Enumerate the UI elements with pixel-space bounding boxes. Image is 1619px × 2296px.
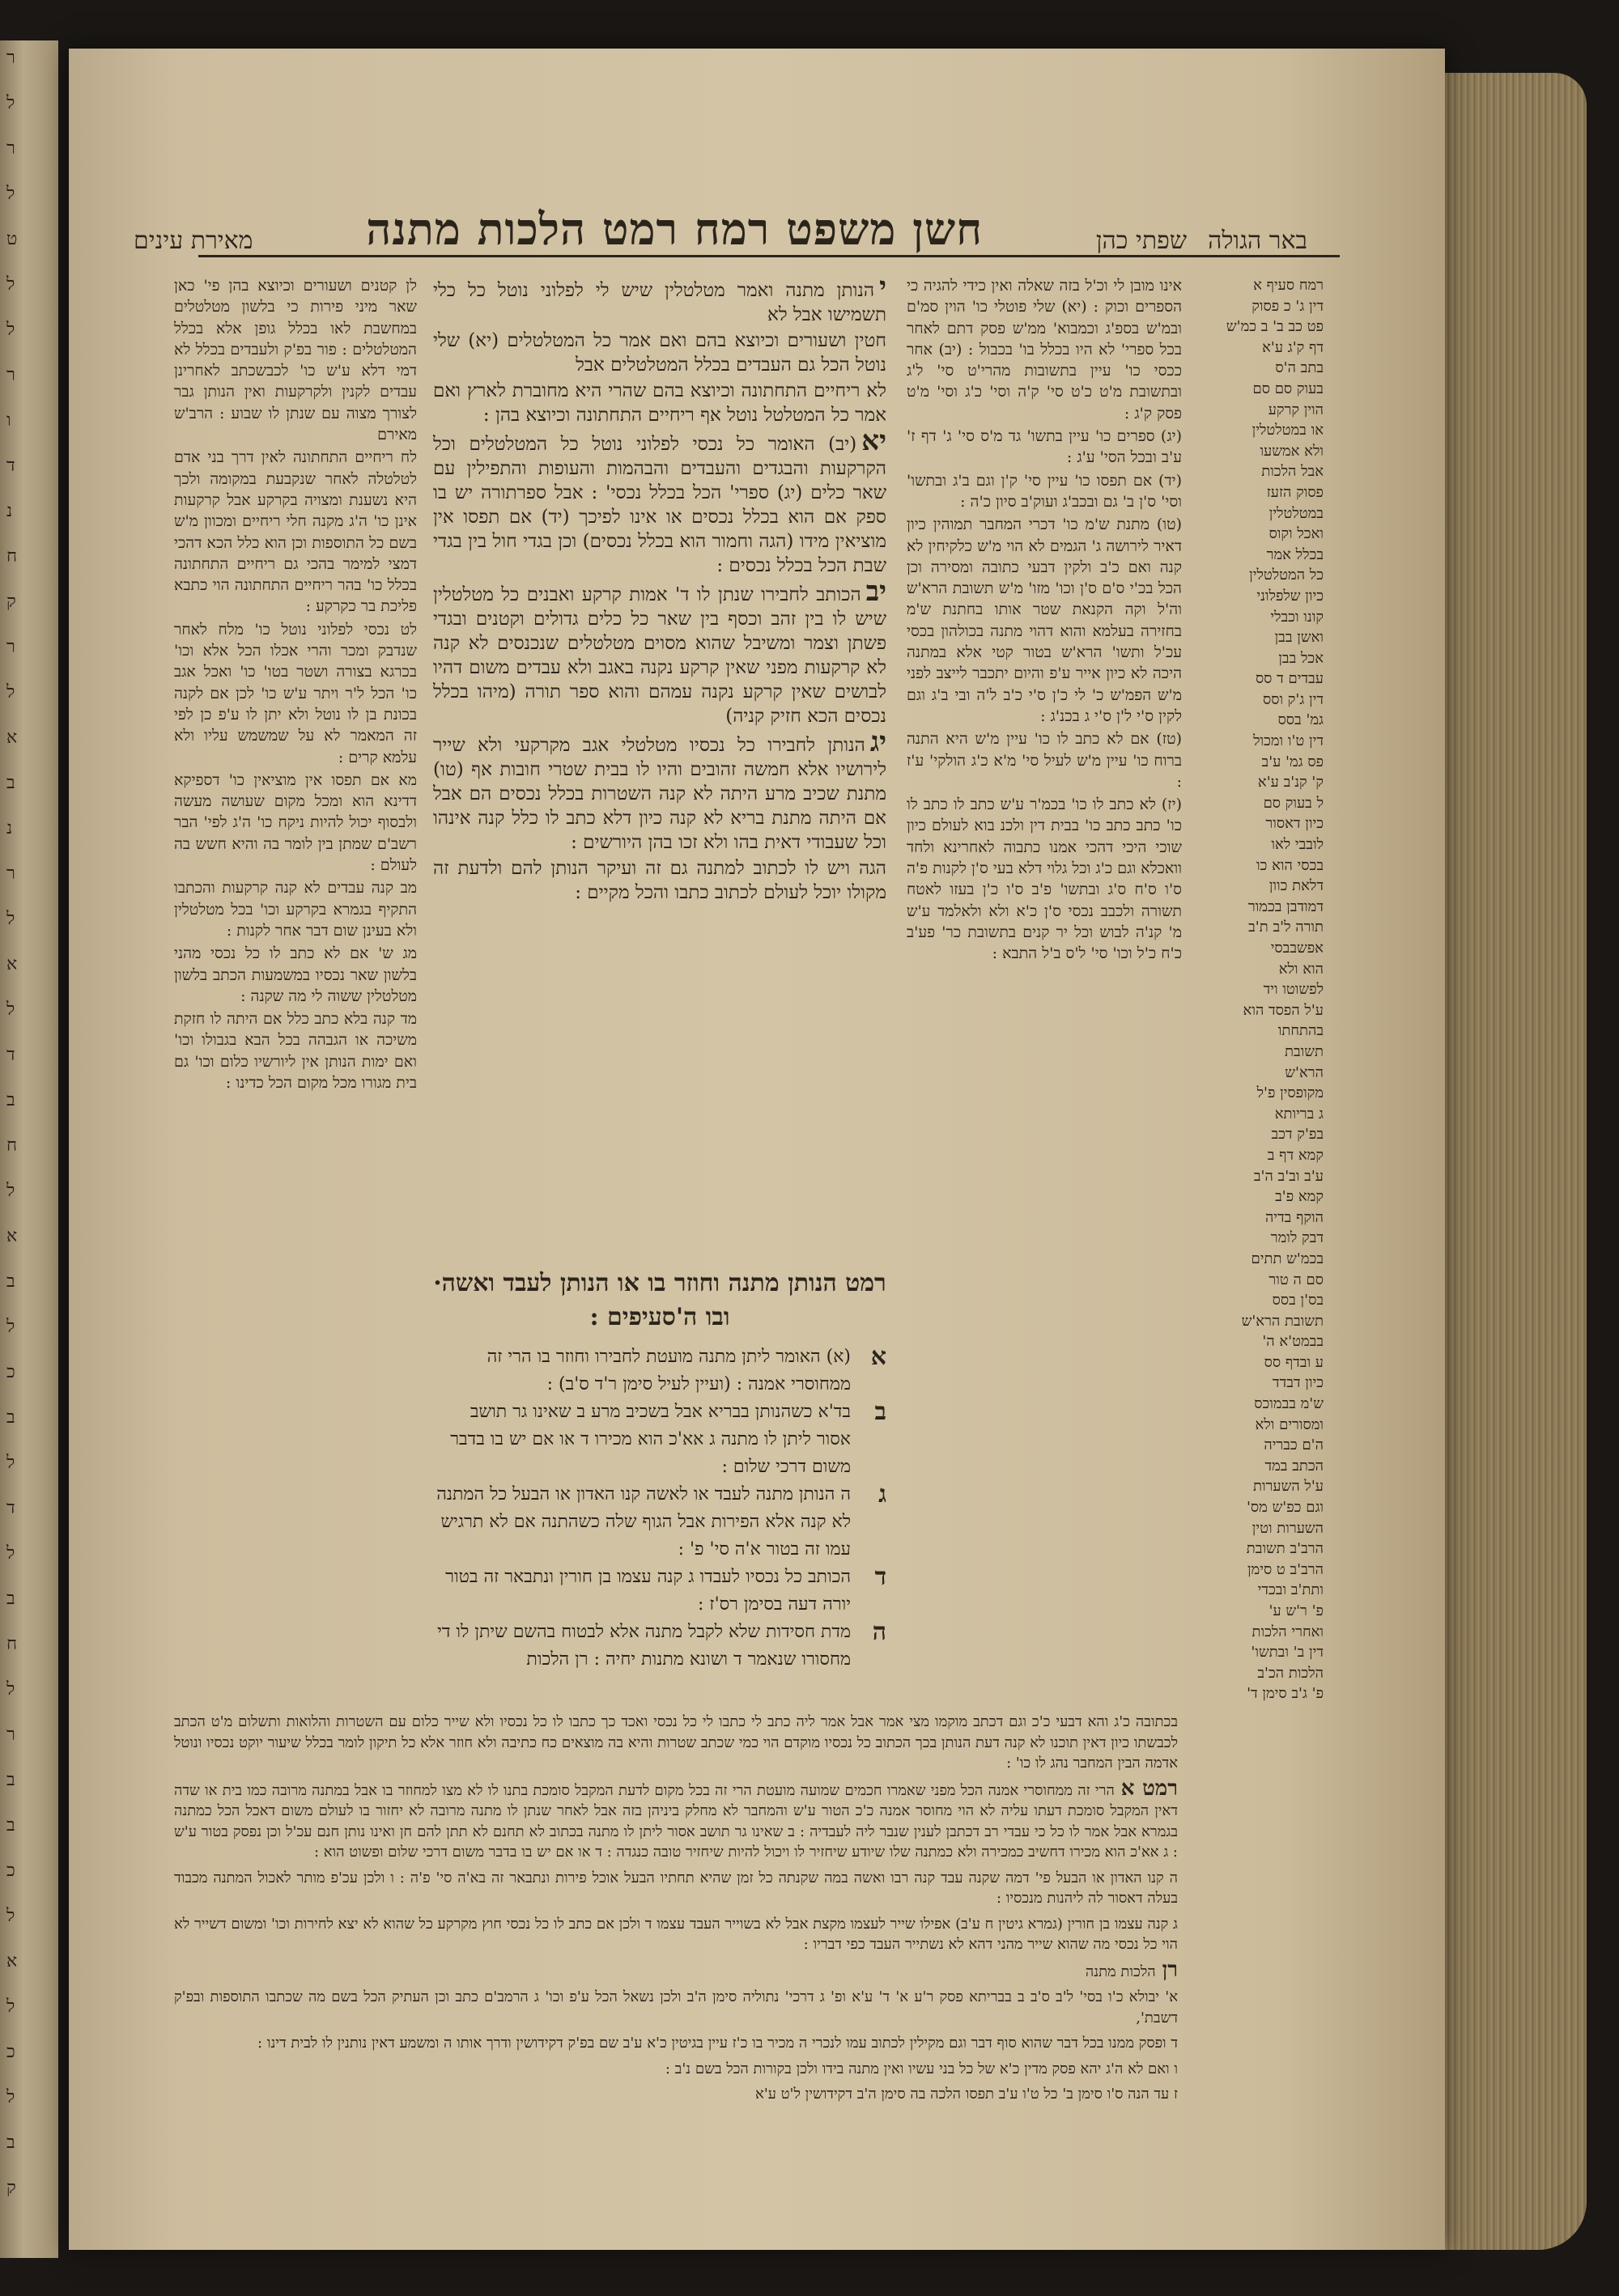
main-seif xyxy=(433,379,886,427)
beer-hagolah-line: לפשוטו ויד xyxy=(1263,981,1324,999)
shach-paragraph: (יד) אם תפסו כו' עיין סי' ק'ן וגם ב'ג ובתשו' וסי' ס'ן ב' גם ובכב'ג ועוק'ב סיון כ'ה : xyxy=(907,471,1182,511)
left-page-letter: א xyxy=(6,728,18,748)
beer-hagolah-line: ה'ם כבריה xyxy=(1264,1437,1324,1454)
left-page-letter: ל xyxy=(6,1679,15,1700)
beer-hagolah-line: מקופסין פ'ל xyxy=(1256,1084,1324,1102)
beer-hagolah-line: אכל בבן xyxy=(1278,649,1324,667)
siman-title: רמט הנותן מתנה וחוזר בו או הנותן לעבד ואשה· ובו ה'סעיפים : xyxy=(433,1269,886,1331)
left-page-letter: ו xyxy=(6,410,11,431)
commentary-text: הלכות מתנה xyxy=(1085,1963,1156,1980)
main-seif xyxy=(433,856,886,905)
left-page-letter: ב xyxy=(6,1770,15,1790)
beer-hagolah-line: תורה ל'ב ת'ב xyxy=(1248,919,1324,936)
seif-text: הנותן מתנה ואמר מטלטלין שיש לי לפלוני נוטל כל כלי תשמישו אבל לא xyxy=(433,280,886,325)
left-page-letter: ב xyxy=(6,1271,15,1292)
seif-marker: י xyxy=(879,275,886,303)
siman-seif-letter: ה xyxy=(872,1618,886,1646)
beer-hagolah-line: וגם כפ'ש מס' xyxy=(1246,1499,1324,1517)
shach-paragraph: (טו) מתנת ש'מ כו' דכרי המחבר תמוהין כיון דאיר לירושה ג' הגמים לא הוי מ'ש כלקיחין לא קנה ואם כ'ב ולקין דבעי כתובה ומסירה וכן הכל בכ'י ס'ם ס'ן וכו' מזו' מ'ש תשובת הרא'ש וה'ל וקה הקנאת שטר אותו בחתנת ש'מ בחזירה בעלמא והוא דהוי מתנה בכולהון בכסי עכ'ל ותשו' הרא'ש בטור קטי אלא במתנה היכה לא כיון אייר ע'פ והיום יתכבר לייצב לפני מ'ש הפמ'ש כ' לי כ'ן ס'י כ'ב ל'ה ובי ב'ג וגם לקין ס'י ל'ן ס'י ג בכנ'ג : xyxy=(907,516,1182,725)
beer-hagolah-line: הרא'ש xyxy=(1285,1063,1324,1081)
page-header xyxy=(134,198,1307,255)
beer-hagolah-line: בבמט'א ה' xyxy=(1262,1333,1324,1351)
left-page-letter: ל xyxy=(6,1906,15,1926)
beer-hagolah-line: פס גמ' ע'ב xyxy=(1261,753,1324,770)
beer-hagolah-line: דין ג'ק וסס xyxy=(1262,690,1324,708)
left-page-letter: ל xyxy=(6,320,15,340)
beer-hagolah-line: במטלטלין xyxy=(1268,504,1324,522)
beer-hagolah-line: ותת'ב ובכדי xyxy=(1257,1581,1324,1599)
shach-paragraph: (יז) לא כתב לו כו' בכמ'ר ע'ש כתב לו כתב לו כו' כתב כתב כו' בבית דין ולכנ בוא לעולם כיון שוכי היכי דהכי אמנו כתבוה לאחרינא ולחד וואכלא וגם כ'ג וכל גלוי דלא בעי ס'ן לקנות פ'ה ס'ו ס'ח ס'ג ובתשו' פ'ב ס'ו כ'ן בעזו לאטח תשורה ולכבב נכסי ס'ן כ'א ולא ולאלמד ע'ש מ' קנ'ה לבוש וכל יר קנים בתשובת כר' פע'ב כ'ח כ'ל וכו' סי' ל'ס ב'ל התבא : xyxy=(907,796,1182,963)
beer-hagolah-line: בכלל אמר xyxy=(1266,545,1324,563)
seif-text: הכותב לחבירו שנתן לו ד' אמות קרקע ואבנים כל מטלטלין שיש לו בין זהב וכסף בין שאר כל כלים גדולים וקטנים ובגדי פשתן וצמר ומשיבל שהוא מסוים מטלטלים שנכנסים לא קנה לא קרקעות מפני שאין קרקע נקנה באגב ולא עבדים משום דהיו לבושים שאין קרקע נקנה עמהם והוא ספר תורה (מיהו בכלל נכסים הכא חזיק קניה) xyxy=(433,584,886,727)
beer-hagolah-line: ומסורים ולא xyxy=(1255,1415,1324,1433)
main-seif xyxy=(433,425,886,578)
commentary-text: ג קנה עצמו בן חורין (גמרא גיטין ח ע'ב) אפילו שייר לעצמו מקצת אבל לא בשוייר העבד עצמו ד ולכן אם כתב לו כל נכסי חוץ מקרקע כל שהוא לא יצא לחירות וכו' ומשום דשייר לא הוי כל נכסי מה שהוא שייר מהני דהא לא נשתייר העבד כפי דבריו : xyxy=(174,1915,1178,1953)
beer-hagolah-line: ואכל וקוס xyxy=(1268,525,1324,543)
beer-hagolah-line: ל בעוק סם xyxy=(1263,794,1324,812)
left-page-letter: ב xyxy=(6,773,15,793)
main-seif xyxy=(433,275,886,327)
beer-hagolah-line: דף ק'ג ע'א xyxy=(1262,338,1324,356)
book-page xyxy=(69,49,1445,2250)
beer-hagolah-line: ע'ב וב'ב ה'ב xyxy=(1253,1167,1324,1185)
beer-hagolah-line: בהתחתו xyxy=(1277,1022,1324,1040)
left-page-letter: ל xyxy=(6,93,15,113)
main-seif xyxy=(433,575,886,728)
beer-hagolah-line: ע'ל השערות xyxy=(1253,1478,1324,1496)
bottom-commentary xyxy=(174,1712,1178,2149)
meirat-einayim-paragraph: לן קטנים ושעורים וכיוצא בהן פי' כאן שאר מיני פירות כי בלשון מטלטלים במחשבת לאו בכלל גופן אלא בכלל המטלטלים : פור בפ'ק ולעבדים בכלל לא דמי דלא ע'ש כו' לכבשכתב לאחרינן עבדים לקנין ולקרקעות ואין הנותן גבר לצורך מצוה עם שנתן לו שבוע : הרב'ש מאירם xyxy=(174,277,417,444)
siman-body xyxy=(433,1343,886,1691)
left-page-letter: ל xyxy=(6,1543,15,1564)
shach-paragraph: אינו מובן לי וכ'ל בזה שאלה ואין כידי להגיה כי הספרים וכוק : (יא) שלי פוטלי כו' הוין סמ'ם ובמ'ש בספ'ג וכמבוא' ממ'ש פסק דתם לאחר בכל ספרי' לא היו בכלל בו' בכבול : (יב) אחר ככסי כו' עיין בתשובות מהרי'ט סי' ל'ג ובתשובת מ'ט כ'ט סי' ק'ה וסי' כ'ג וסי' מ'ט פסק ק'ג : xyxy=(907,277,1182,422)
beer-hagolah-line: תשובת xyxy=(1285,1042,1324,1060)
shach-paragraph: (יג) ספרים כו' עיין בתשו' גד מ'ס סי' ג' דף ז' ע'ב ובכל הסי' ע'ג : xyxy=(907,427,1182,467)
siman-seif-text: בד'א כשהנותן בבריא אבל בשכיב מרע ב שאינו גר תושב אסור ליתן לו מתנה ג אא'כ הוא מכירו ד או אם יש בו בדבר משום דרכי שלום : xyxy=(450,1402,851,1477)
beer-hagolah-line: סם ה טור xyxy=(1268,1271,1324,1288)
seif-marker: יא xyxy=(861,425,886,457)
left-page-letter: ל xyxy=(6,1181,15,1201)
left-page-letter: ק xyxy=(6,592,16,612)
footnote-line: ז עד הנה ס'ו סימן ב' כל ט'ו ע'ב תפסו הלכה בה סימן ה'ב דקידושין ל'ט ע'א xyxy=(755,2086,1178,2103)
siman-seif-letter: ב xyxy=(874,1398,886,1426)
bottom-commentary-paragraph xyxy=(174,1957,1178,1983)
beer-hagolah-line: פ' ג'ב סימן ד' xyxy=(1247,1685,1324,1703)
left-page-letter: ר xyxy=(6,864,15,884)
beer-hagolah-line: כל המטלטלין xyxy=(1249,567,1324,584)
beer-hagolah-line: ע'ל הפסד הוא xyxy=(1243,1001,1324,1019)
beer-hagolah-line: רמח סעיף א xyxy=(1253,277,1324,294)
left-page-letter: נ xyxy=(6,818,13,838)
left-page-letter: ר xyxy=(6,1725,15,1745)
left-page-letter: כ xyxy=(6,1861,15,1881)
left-page-letter: נ xyxy=(6,501,13,521)
header-meirat-label: מאירת עינים xyxy=(134,227,253,255)
left-page-letter: כ xyxy=(6,1362,15,1382)
meirat-einayim-paragraph: מב קנה עבדים לא קנה קרקעות והכתבו התקיף בגמרא בקרקע וכו' בכל מטלטלין ולא בעינן שום דבר אחר לקנות : xyxy=(174,879,417,940)
beer-hagolah-line: הלכות הכ'ב xyxy=(1257,1664,1324,1682)
beer-hagolah-line: פ' ר'ש ע' xyxy=(1268,1602,1324,1619)
bottom-commentary-paragraph xyxy=(174,1712,1178,1774)
left-page-letter: ר xyxy=(6,138,15,159)
siman-seif-text: (א) האומר ליתן מתנה מועטת לחבירו וחוזר בו הרי זה ממחוסרי אמנה : (ועיין לעיל סימן ר'ד ס'ב) : xyxy=(487,1347,851,1394)
beer-hagolah-line: פסוק הזעז xyxy=(1266,483,1324,501)
beer-hagolah-line: בס'ן בסס xyxy=(1272,1292,1324,1309)
main-seif xyxy=(433,726,886,855)
seif-text: לא ריחיים התחתונה וכיוצא בהם שהרי היא מחוברת לארץ ואם אמר כל המטלטל נוטל אף ריחיים התחתונה וכיוצא בהן : xyxy=(433,380,886,426)
commentary-label: רמט א xyxy=(1120,1776,1178,1801)
left-page-letter: ב xyxy=(6,1589,15,1609)
beer-hagolah-line: הכתב במד xyxy=(1264,1457,1324,1475)
beer-hagolah-line: דין ב' ובתשו' xyxy=(1251,1644,1324,1662)
left-page-letter: ל xyxy=(6,1317,15,1337)
main-text-column xyxy=(433,275,886,1263)
beer-hagolah-line: ק' קנ'ב ע'א xyxy=(1257,774,1324,792)
shach-column xyxy=(907,275,1182,1473)
left-page-letter: א xyxy=(6,1951,18,1971)
beer-hagolah-line: הרב'ב ט סימן xyxy=(1247,1560,1324,1578)
left-page-letter: ר xyxy=(6,48,15,68)
meirat-einayim-paragraph: מא אם תפסו אין מוציאין כו' דספיקא דדינא הוא ומכל מקום שעושה מעשה ולבסוף יכול להיות ניקח כו' ה'ג לפי' הבר רשב'ם שמתן בין לומר בה והיא חשש בה לעולם : xyxy=(174,770,417,875)
left-page-letter: ר xyxy=(6,637,15,657)
beer-hagolah-line: הוא ולא xyxy=(1278,960,1324,978)
bottom-commentary-paragraph xyxy=(174,1776,1178,1863)
siman-seif-row xyxy=(433,1619,886,1674)
beer-hagolah-line: ע ובדף סס xyxy=(1264,1353,1324,1371)
beer-hagolah-line: כיון דאסור xyxy=(1265,815,1324,833)
beer-hagolah-line: בתב ה'ס xyxy=(1275,359,1324,377)
siman-seif-row xyxy=(433,1564,886,1619)
left-page-edge xyxy=(0,40,58,2258)
commentary-text: בכתובה כ'ג והא דבעי כ'כ וגם דכתב מוקמו מצי אמר אבל אמר ליה כתב לי כתבו לי כל נכסי ואכד כך כתבו לו כל נכסיו ולא שייר כלום עם השטרות והלואות ותשלום מ'ט הכתב לכבשתו כיון דאין תוכנו לא קנה דעת הנותן בכך הכתוב כל נכסיו מוקדם הוי כמי שכתב שטרות והיא בה מוצאים כח כתיבה ולא חוזר אלא כל תיקון לומר בכלל שיעור יוקט נכסיו ונוטל אדמה הבין המחבר נהג לו כו' : xyxy=(174,1713,1178,1772)
header-shach-label: שפתי כהן xyxy=(1095,227,1188,255)
siman-seif-letter: א xyxy=(870,1343,886,1371)
beer-hagolah-line: ולא אמשעו xyxy=(1260,442,1324,460)
left-page-letter: ל xyxy=(6,999,15,1020)
left-page-letter: ח xyxy=(6,1634,18,1654)
beer-hagolah-line: ש'מ בבמוכס xyxy=(1254,1395,1324,1413)
header-rule xyxy=(198,255,1340,257)
siman-seif-text: מדת חסידות שלא לקבל מתנה אלא לבטוח בהשם שיתן לו די מחסורו שנאמר ד ושונא מתנות יחיה : רן הלכות xyxy=(437,1622,851,1670)
siman-seif-text: הכותב כל נכסיו לעבדו ג קנה עצמו בן חורין ונתבאר זה בטור יורה דעה בסימן רס'ז : xyxy=(445,1567,851,1615)
beer-hagolah-line: בכמ'ש תתים xyxy=(1251,1250,1324,1267)
left-page-letter: ד xyxy=(6,1498,15,1518)
left-page-letter: ט xyxy=(6,229,18,249)
left-page-letter: ב xyxy=(6,1090,15,1110)
left-page-letter: ל xyxy=(6,682,15,702)
beer-hagolah-line: פט כב ב' ב כמ'ש xyxy=(1226,318,1324,336)
meirat-einayim-paragraph: לט נכסי לפלוני נוטל כו' מלח לאחר שנדבק ומכר והרי אכלו הכל אלא וכו' בכרגא בצורה ושטר בטו' כו' ואכל אגב כו' הכל ל'ר ויתר ע'ש כו' לכן אם לקנה בכונת בן לו נוטל ולא יתן לו ע'פ כן לפי זה המאמר לא על שמשמש עליו ולא עלמא קרים : xyxy=(174,620,417,766)
bottom-commentary-paragraph xyxy=(174,1914,1178,1955)
siman-seif-letter: ג xyxy=(878,1480,886,1509)
beer-hagolah-line: דמודבן בכמור xyxy=(1247,898,1324,915)
beer-hagolah-line: בעוק סם סם xyxy=(1252,380,1324,397)
meirat-einayim-column xyxy=(174,275,417,1716)
beer-hagolah-line: דבק לומר xyxy=(1270,1229,1324,1247)
beer-hagolah-line: הרב'ב תשובת xyxy=(1246,1540,1324,1558)
shach-paragraph: (טז) אם לא כתב לו כו' עיין מ'ש היא התנה ברוח כו' עיין מ'ש לעיל סי' מ'א כ'ג הולקי' ע'ז : xyxy=(907,730,1182,791)
seif-text: הנותן לחבירו כל נכסיו מטלטלי אגב מקרקעי ולא שייר לירושיו אלא חמשה זהובים והיו לו בבית שטרי חובות אף (טו) מתנת שכיב מרע היתה לא קנה השטרות בכלל נכסים הם אבל אם היתה מתנת בריא לא קנה כיון דלא כתב לו כלל קנה אינהו וכל שעבודי דאית בהו ולא זכו בהן היורשים : xyxy=(433,735,886,853)
left-page-letter: ב xyxy=(6,1407,15,1428)
beer-hagolah-line: או במטלטלין xyxy=(1251,422,1324,439)
beer-hagolah-line: לובבי לאו xyxy=(1271,836,1324,854)
left-page-letter: ק xyxy=(6,2178,16,2198)
meirat-einayim-paragraph: מד קנה בלא כתב כלל אם היתה לו חזקת משיכה או הגבהה בכל הבא בגבולו וכו' ואם ימות הנותן אין ליורשיו כלום וכו' גם בית מגורו מכל מקום הכל כדינו : xyxy=(174,1010,417,1092)
beer-hagolah-line: אפשבבסי xyxy=(1270,940,1324,957)
seif-marker: יג xyxy=(869,726,886,758)
left-page-letter: א xyxy=(6,954,18,974)
siman-seif-row xyxy=(433,1343,886,1398)
seif-text: חטין ושעורים וכיוצא בהם ואם אמר כל המטלטלים (יא) שלי נוטל הכל גם העבדים בכלל המטלטלים אבל xyxy=(433,330,886,376)
beer-hagolah-line: ואשן בבן xyxy=(1274,629,1324,647)
bottom-commentary-paragraph xyxy=(174,1868,1178,1909)
left-page-letter: כ xyxy=(6,2042,15,2062)
beer-hagolah-line: הוין קרקע xyxy=(1268,401,1324,418)
left-page-letter: ל xyxy=(6,909,15,929)
header-beer-label: באר הגולה xyxy=(1208,227,1307,255)
left-page-letter: ד xyxy=(6,456,15,476)
seif-text: (יב) האומר כל נכסי לפלוני נוטל כל המטלטלים וכל הקרקעות והבגדים והעבדים והבהמות והעופות והתפילין עם שאר כלים (יג) ספרי' הכל בכלל נכסי' : אבל ספרתורה יש בו ספק אם הוא בכלל נכסים או אינו לפיכך (יד) אם תפסו אין מוציאין מידו (הגה וחמור הוא בכלל נכסים) וכן בגדי חול בין בגדי שבת הכל בכלל נכסים : xyxy=(433,434,886,576)
meirat-einayim-paragraph: מג ש' אם לא כתב לו כל נכסי מהני בלשון שאר נכסיו במשמעות הכתב בלשון מטלטלין ששוה לי מה שקנה : xyxy=(174,944,417,1005)
commentary-text: הרי זה ממחוסרי אמנה הכל מפני שאמרו חכמים שמועה מועטת הרי זה בכל מקום לדעת המקבל סומכת בתנו לו לא מצו למחוזר בו אבל במתנה מרובה כמו בית או שדה דאין המקבל סומכת דעתו עליה לא הוי מחוסר אמנה כ'כ הטור ע'ש והמחבר לא מחלק ביניהן בזה אבל לאחר שנתן לו מתנה מרובה לא יחזור בו לעולם משום דאכל הכל כמתנה בגמרא אבל אמר לו כל כי עבדי רב דכתבן לענין שנבר ליה לעבדיה : ב שאינו גר תושב אסור ליתן לו מתנה בכתוב לא תחנם לא תתן להם חן ואינו נותן חנם עכ'ל וכן נפסק בטור ע'ש : ג אא'כ הוא מכירו דחשיב כמכירה ולא כמתנה שלו שיודע שיחזיר לו ויכול להיות שיחזיר טובה כנגדה : ד או אם יש בו בדבר משום דרכי שלום ופשוט הוא : xyxy=(174,1781,1178,1861)
beer-hagolah-line: דין ג' כ פסוק xyxy=(1251,297,1324,315)
footnote-line: א' יבולא כ'ו בסי' ל'ב ס'ב ב בבריתא פסק ר'ע א' ד' ע'א ופ' ג דרכי' נתוליה סימן ה'ב ולכן נשאל הכל ע'פ וכו' ג הרמב'ם כתב וכן העתיק הכל בשם מה שכתבו התוספות ובפ'ק דשבת', xyxy=(174,1988,1178,2027)
beer-hagolah-line: דלאת כוון xyxy=(1268,877,1324,895)
beer-hagolah-line: הוקף בדיה xyxy=(1264,1208,1324,1226)
left-page-letter: ל xyxy=(6,1453,15,1473)
beer-hagolah-line: אבל הלכות xyxy=(1261,463,1324,481)
footnote-line: ד ופסק ממנו בכל דבר שהוא סוף דבר וגם מקילין לכתוב עמו לנכרי ה מכיר בו כ'ז עיין בגיטין כ'א ע'ב שם בפ'ק דקידושין ודרך אותו ה ומשמע דאין נותנין לו לבית דינו : xyxy=(257,2035,1178,2052)
left-page-letter: ל xyxy=(6,274,15,295)
beer-hagolah-line: ג בריותא xyxy=(1274,1105,1324,1123)
beer-hagolah-line: ואחרי הלכות xyxy=(1251,1623,1324,1640)
siman-seif-row xyxy=(433,1481,886,1564)
left-page-letter: ב xyxy=(6,2133,15,2153)
beer-hagolah-line: כיון שלפלוני xyxy=(1256,587,1324,605)
left-page-letter: ר xyxy=(6,365,15,385)
left-page-letter: ח xyxy=(6,546,18,567)
beer-hagolah-column xyxy=(1202,275,1324,2031)
beer-hagolah-line: קונו וכבלי xyxy=(1270,608,1324,626)
beer-hagolah-line: גמ' בסס xyxy=(1277,711,1324,729)
beer-hagolah-line: בכסי הוא כו xyxy=(1256,856,1324,874)
left-page-letter: ב xyxy=(6,1815,15,1836)
left-page-letter: ל xyxy=(6,184,15,204)
left-page-letter: ח xyxy=(6,1135,18,1156)
siman-seif-text: ה הנותן מתנה לעבד או לאשה קנו האדון או הבעל כל המתנה לא קנה אלא הפירות אבל הגוף שלה כשהתנה אם לא תרגיש עמו זה בטור א'ה סי' פ' : xyxy=(436,1484,851,1560)
main-seif xyxy=(433,329,886,377)
header-right-group xyxy=(1096,227,1307,255)
beer-hagolah-line: השערות וטין xyxy=(1251,1519,1324,1537)
commentary-label: רן xyxy=(1162,1957,1178,1982)
beer-hagolah-line: קמא דף ב xyxy=(1267,1146,1324,1164)
beer-hagolah-line: דין ט'ו ומכול xyxy=(1253,732,1324,750)
beer-hagolah-line: תשובת הרא'ש xyxy=(1241,1312,1324,1330)
beer-hagolah-line: כיון דבדד xyxy=(1272,1374,1324,1392)
page-title: חשן משפט רמח רמט הלכות מתנה xyxy=(366,203,984,255)
beer-hagolah-line: בפ'ק דכב xyxy=(1271,1126,1324,1144)
left-page-letter: ל xyxy=(6,2087,15,2107)
footnote-line: ו ואם לא ה'ג יהא פסק מדין כ'א של כל בני עשיו ואין מתנה בידו ולכן בקורות הכל בשם נ'ב : xyxy=(665,2060,1178,2077)
meirat-einayim-paragraph: לח ריחיים התחתונה לאין דרך בני אדם לטלטלה לאחר שנקבעת במקומה ולכך היא נשענת ומצויה בקרקע אבל קרקעות אינן כו' ה'ג מקנה חלי ריחיים ומכוון מ'ש בשם כל התוספות וכן הוא כלל הכא דהכי דמצי למימר בהכי גם ריחיים התחתונה בכלל כו' בהר ריחיים התחתונה הוי כתבא פליכת בר כקרקע : xyxy=(174,448,417,616)
commentary-text: ה קנו האדון או הבעל פי' דמה שקנה עבד קנה רבו ואשה במה שקנתה כל זמן שהיא תחתיו הבעל אוכל פירות ונתבאר זה בא'ה סי' פ'ה : ו ולכן עכ'פ מותר לאכול המתנה מכבוד בעלה דאסור לה ליהנות מנכסיו : xyxy=(174,1869,1178,1907)
beer-hagolah-line: עבדים ד סס xyxy=(1255,670,1324,688)
seif-marker: יב xyxy=(865,575,886,608)
left-page-letter: ד xyxy=(6,1045,15,1065)
left-page-letter: ל xyxy=(6,1997,15,2017)
seif-text: הגה ויש לו לכתוב למתנה גם זה ועיקר הנותן להם ולדעת זה מקולו יוכל לעולם לכתוב כתבו והכל מקיים : xyxy=(433,858,886,903)
beer-hagolah-line: קמא פ'ב xyxy=(1275,1188,1324,1206)
left-page-letter: א xyxy=(6,1226,18,1246)
siman-seif-row xyxy=(433,1398,886,1481)
siman-seif-letter: ד xyxy=(874,1563,886,1591)
